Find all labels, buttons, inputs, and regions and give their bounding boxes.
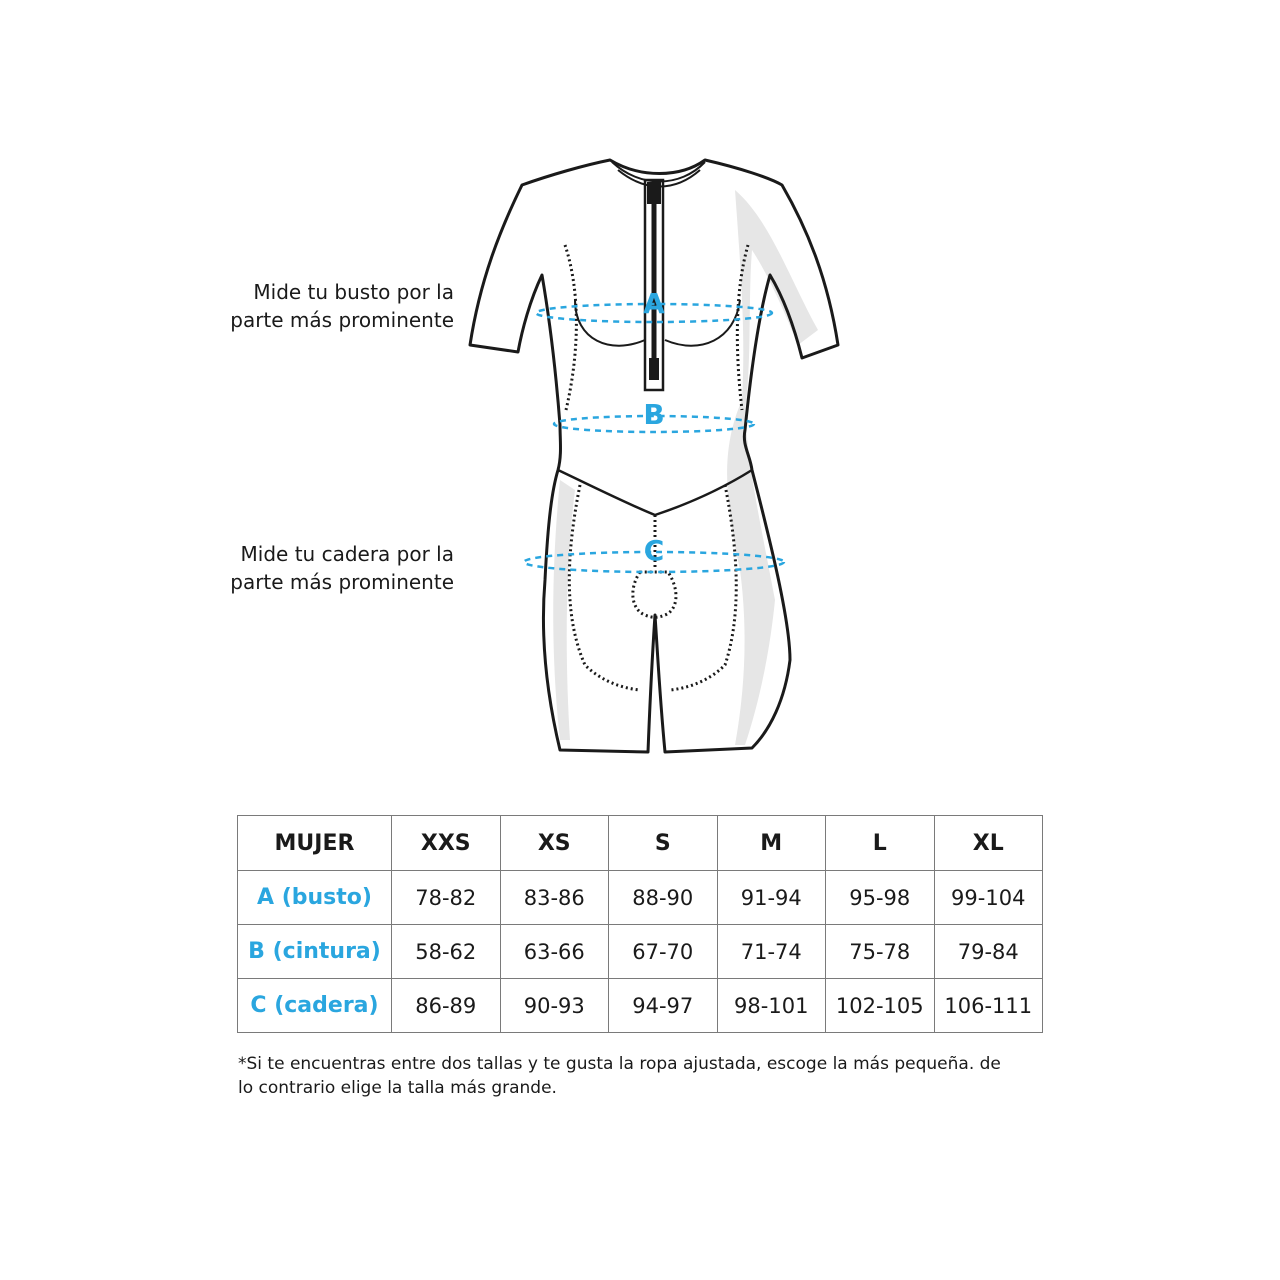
sizing-footnote bbox=[238, 1052, 1018, 1100]
table-row-waist bbox=[238, 925, 1043, 979]
table-cell: 102-105 bbox=[826, 979, 935, 1033]
table-cell: 67-70 bbox=[609, 925, 718, 979]
table-cell: 98-101 bbox=[717, 979, 826, 1033]
waist-panel bbox=[558, 470, 752, 515]
hip-instruction-line-1: Mide tu cadera por la bbox=[240, 542, 454, 566]
crotch-opening bbox=[633, 572, 676, 617]
size-xl: XL bbox=[934, 816, 1043, 871]
table-row-hip bbox=[238, 979, 1043, 1033]
table-cell: 78-82 bbox=[392, 871, 501, 925]
table-cell: 63-66 bbox=[500, 925, 609, 979]
size-l: L bbox=[826, 816, 935, 871]
zipper-pull bbox=[647, 182, 661, 204]
size-xxs: XXS bbox=[392, 816, 501, 871]
size-m: M bbox=[717, 816, 826, 871]
table-cell: 71-74 bbox=[717, 925, 826, 979]
leg-seam-right bbox=[670, 485, 736, 690]
table-cell: 90-93 bbox=[500, 979, 609, 1033]
table-cell: 88-90 bbox=[609, 871, 718, 925]
row-label-waist: B (cintura) bbox=[238, 925, 392, 979]
table-corner-label: MUJER bbox=[238, 816, 392, 871]
table-cell: 83-86 bbox=[500, 871, 609, 925]
hip-instruction-line-2: parte más prominente bbox=[230, 570, 454, 594]
table-cell: 75-78 bbox=[826, 925, 935, 979]
leg-seam-left bbox=[569, 485, 640, 690]
table-cell: 106-111 bbox=[934, 979, 1043, 1033]
footnote-line-1: *Si te encuentras entre dos tallas y te gusta la ropa ajustada, escoge la más pequeña. de bbox=[238, 1054, 1001, 1074]
row-label-hip: C (cadera) bbox=[238, 979, 392, 1033]
seam-left bbox=[565, 245, 576, 410]
table-cell: 95-98 bbox=[826, 871, 935, 925]
marker-c: C bbox=[643, 534, 665, 567]
zipper-bottom bbox=[649, 358, 659, 380]
hip-instruction bbox=[230, 540, 454, 596]
marker-b: B bbox=[643, 398, 665, 431]
table-cell: 79-84 bbox=[934, 925, 1043, 979]
table-cell: 94-97 bbox=[609, 979, 718, 1033]
footnote-line-2: lo contrario elige la talla más grande. bbox=[238, 1078, 557, 1098]
size-s: S bbox=[609, 816, 718, 871]
size-header-row bbox=[238, 816, 1043, 871]
row-label-bust: A (busto) bbox=[238, 871, 392, 925]
bust-instruction bbox=[230, 278, 454, 334]
size-chart-table bbox=[237, 815, 1043, 1033]
bust-instruction-line-2: parte más prominente bbox=[230, 308, 454, 332]
bust-instruction-line-1: Mide tu busto por la bbox=[253, 280, 454, 304]
table-cell: 86-89 bbox=[392, 979, 501, 1033]
size-xs: XS bbox=[500, 816, 609, 871]
table-cell: 91-94 bbox=[717, 871, 826, 925]
table-row-bust bbox=[238, 871, 1043, 925]
garment-shading bbox=[727, 190, 818, 745]
bodysuit-illustration bbox=[440, 140, 880, 760]
table-cell: 99-104 bbox=[934, 871, 1043, 925]
table-cell: 58-62 bbox=[392, 925, 501, 979]
marker-a: A bbox=[643, 287, 665, 320]
